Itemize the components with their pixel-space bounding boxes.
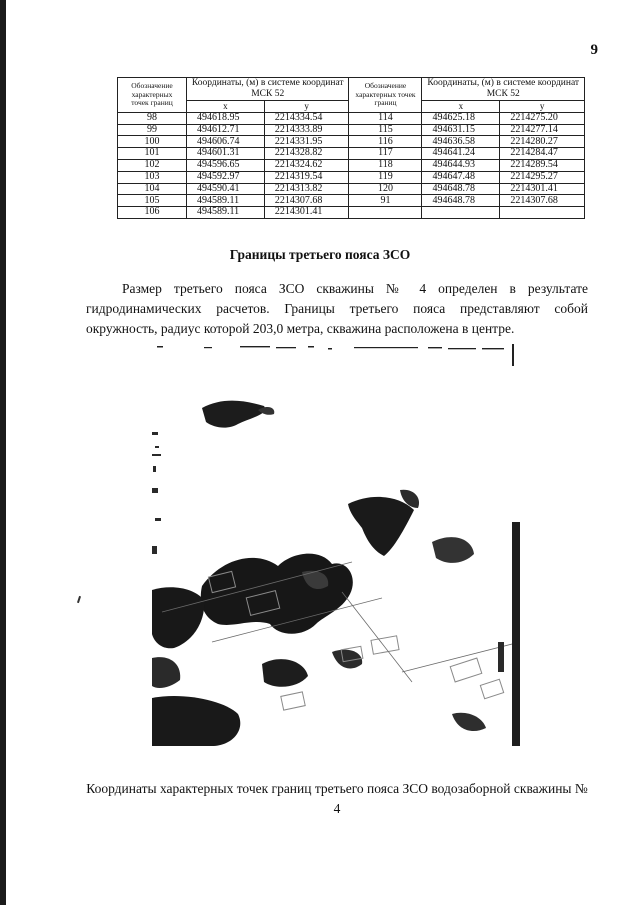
table-cell: 494606.74 — [187, 136, 265, 148]
header-point-right: Обозначение характерных точек границ — [349, 78, 422, 113]
table-cell: 2214301.41 — [500, 183, 585, 195]
table-cell: 494648.78 — [422, 195, 500, 207]
header-x-right: х — [422, 100, 500, 112]
table-cell: 2214289.54 — [500, 160, 585, 172]
table-row — [118, 136, 585, 148]
table-cell: 2214319.54 — [264, 171, 349, 183]
table-cell: 2214331.95 — [264, 136, 349, 148]
header-x-left: х — [187, 100, 265, 112]
table-cell: 2214277.14 — [500, 124, 585, 136]
table-cell — [422, 207, 500, 219]
section-paragraph: Размер третьего пояса ЗСО скважины № 4 определен в результате гидродинамических расчетов. Границы третьего пояса представляют собой окружность, радиус которой 203,0 метра, скважина расположена в центре. — [86, 281, 588, 336]
table-cell: 494631.15 — [422, 124, 500, 136]
table-cell: 494647.48 — [422, 171, 500, 183]
page-number: 9 — [590, 42, 598, 58]
table-cell: 115 — [349, 124, 422, 136]
table-cell: 494589.11 — [187, 195, 265, 207]
table-row — [118, 207, 585, 219]
header-point-left: Обозначение характерных точек границ — [118, 78, 187, 113]
header-coords-right: Координаты, (м) в системе координат МСК 52 — [422, 78, 585, 101]
table-cell: 104 — [118, 183, 187, 195]
table-cell: 494648.78 — [422, 183, 500, 195]
table-row — [118, 195, 585, 207]
table-row — [118, 183, 585, 195]
header-y-left: у — [264, 100, 349, 112]
table-cell: 494641.24 — [422, 148, 500, 160]
table-cell — [349, 207, 422, 219]
table-cell: 2214295.27 — [500, 171, 585, 183]
table-cell: 118 — [349, 160, 422, 172]
table-row — [118, 124, 585, 136]
header-coords-left: Координаты, (м) в системе координат МСК 52 — [187, 78, 349, 101]
aerial-photo-map — [152, 342, 520, 746]
table-cell: 2214307.68 — [264, 195, 349, 207]
table-row — [118, 171, 585, 183]
table-cell: 99 — [118, 124, 187, 136]
table-cell: 494644.93 — [422, 160, 500, 172]
table-cell: 494618.95 — [187, 112, 265, 124]
table-cell: 98 — [118, 112, 187, 124]
table-cell: 2214313.82 — [264, 183, 349, 195]
table-cell: 2214280.27 — [500, 136, 585, 148]
table-cell: 91 — [349, 195, 422, 207]
table-cell: 2214328.82 — [264, 148, 349, 160]
scan-artifact — [77, 596, 81, 603]
table-cell: 494596.65 — [187, 160, 265, 172]
table-cell: 494612.71 — [187, 124, 265, 136]
header-y-right: у — [500, 100, 585, 112]
table-cell: 2214324.62 — [264, 160, 349, 172]
table-cell: 2214333.89 — [264, 124, 349, 136]
table-cell: 494592.97 — [187, 171, 265, 183]
table-cell: 100 — [118, 136, 187, 148]
table-cell: 2214307.68 — [500, 195, 585, 207]
table-cell: 494590.41 — [187, 183, 265, 195]
table-cell: 116 — [349, 136, 422, 148]
table-cell: 494636.58 — [422, 136, 500, 148]
table-cell: 2214334.54 — [264, 112, 349, 124]
table-cell: 119 — [349, 171, 422, 183]
scan-edge-shadow — [0, 0, 6, 905]
table-cell: 117 — [349, 148, 422, 160]
table-cell: 2214275.20 — [500, 112, 585, 124]
table-cell: 2214301.41 — [264, 207, 349, 219]
map-image — [152, 342, 520, 746]
table-row — [118, 148, 585, 160]
table-cell — [500, 207, 585, 219]
table-cell: 101 — [118, 148, 187, 160]
table-cell: 106 — [118, 207, 187, 219]
table-cell: 103 — [118, 171, 187, 183]
table-cell: 494601.31 — [187, 148, 265, 160]
figure-caption: Координаты характерных точек границ третьего пояса ЗСО водозаборной скважины № 4 — [86, 781, 588, 816]
table-cell: 494589.11 — [187, 207, 265, 219]
table-cell: 114 — [349, 112, 422, 124]
table-row — [118, 112, 585, 124]
table-cell: 494625.18 — [422, 112, 500, 124]
section-heading: Границы третьего пояса ЗСО — [229, 247, 411, 262]
coordinates-table — [117, 77, 585, 219]
table-cell: 105 — [118, 195, 187, 207]
table-cell: 2214284.47 — [500, 148, 585, 160]
table-row — [118, 160, 585, 172]
table-cell: 120 — [349, 183, 422, 195]
table-cell: 102 — [118, 160, 187, 172]
